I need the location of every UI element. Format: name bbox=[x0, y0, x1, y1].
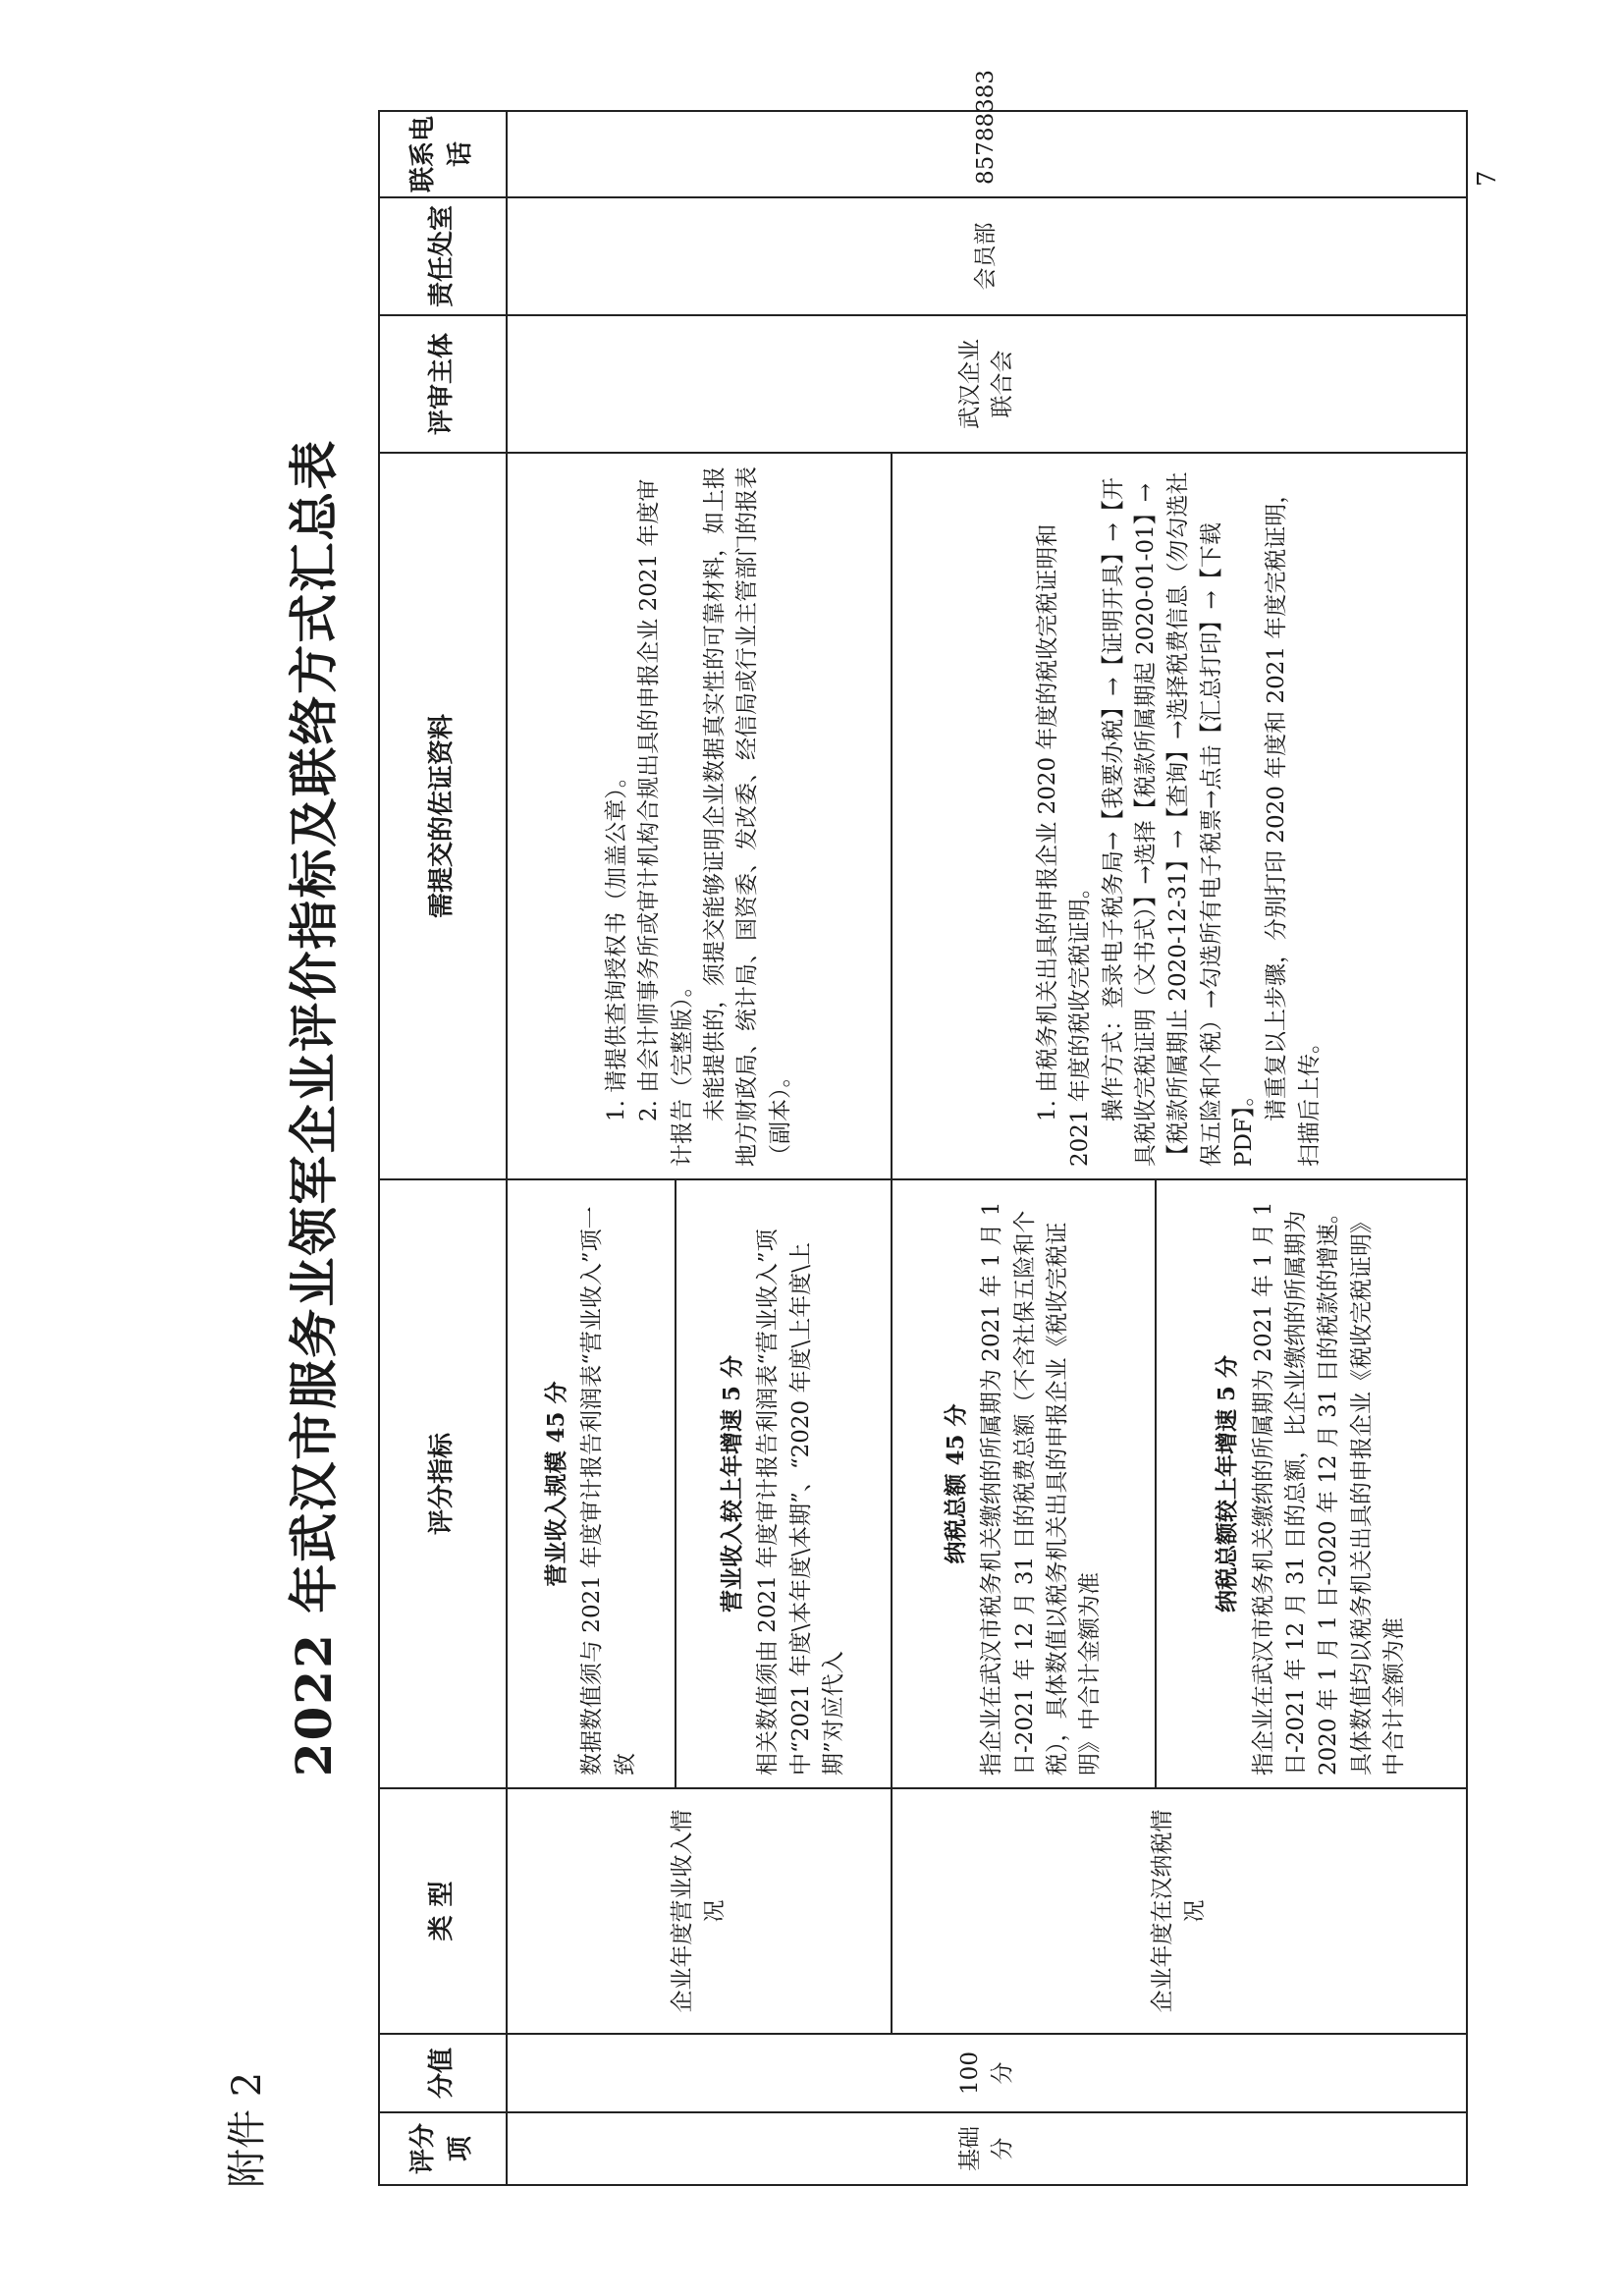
indicator-cell bbox=[892, 1179, 1156, 1788]
department-cell: 会员部 bbox=[507, 197, 1467, 315]
indicator-title: 纳税总额 45 分 bbox=[942, 1403, 969, 1564]
header-type: 类 型 bbox=[379, 1788, 507, 2034]
header-reviewer: 评审主体 bbox=[379, 315, 507, 453]
material-cell bbox=[892, 453, 1467, 1179]
header-item: 评分项 bbox=[379, 2112, 507, 2185]
type-cell: 企业年度营业收入情况 bbox=[507, 1788, 892, 2034]
indicator-cell bbox=[676, 1179, 892, 1788]
indicator-cell bbox=[1156, 1179, 1467, 1788]
header-department: 责任处室 bbox=[379, 197, 507, 315]
indicator-title: 纳税总额较上年增速 5 分 bbox=[1214, 1354, 1241, 1613]
table-row bbox=[507, 111, 676, 2185]
material-cell bbox=[507, 453, 892, 1179]
table-header-row bbox=[379, 111, 507, 2185]
material-line: 1. 请提供查询授权书（加盖公章）。 bbox=[603, 765, 629, 1121]
header-indicator: 评分指标 bbox=[379, 1179, 507, 1788]
item-cell: 基础分 bbox=[507, 2112, 1467, 2185]
material-line: 请重复以上步骤，分别打印 2020 年度和 2021 年度完税证明，扫描后上传。 bbox=[1264, 480, 1323, 1167]
indicator-title: 营业收入规模 45 分 bbox=[542, 1381, 569, 1587]
attachment-label: 附件 2 bbox=[225, 2071, 270, 2188]
indicator-body: 指企业在武汉市税务机关缴纳的所属期为 2021 年 1 月 1 日-2021 年 12 月 31 日的总额，比企业缴纳的所属期为 2020 年 1 月 1 日-2020 年 12 月 31 日的税款的增速。具体数值均以税务机关出具的申报企业《税收完税证明》中合计金额为准 bbox=[1250, 1201, 1408, 1776]
header-material: 需提交的佐证资料 bbox=[379, 453, 507, 1179]
indicator-cell bbox=[507, 1179, 676, 1788]
header-score: 分值 bbox=[379, 2034, 507, 2112]
phone-cell: 85788383 bbox=[507, 111, 1467, 197]
indicator-body: 数据数值须与 2021 年度审计报告利润表“营业收入”项一致 bbox=[579, 1206, 638, 1776]
type-cell: 企业年度在汉纳税情况 bbox=[892, 1788, 1467, 2034]
indicator-body: 相关数值须由 2021 年度审计报告利润表“营业收入”项中“2021 年度\本年度\本期”、“2020 年度\上年度\上期”对应代入 bbox=[755, 1229, 847, 1776]
evaluation-table bbox=[378, 69, 1468, 2186]
material-line: 2. 由会计师事务所或审计机构合规出具的申报企业 2021 年度审计报告（完整版）。 bbox=[636, 478, 695, 1167]
page-number: 7 bbox=[1473, 170, 1502, 187]
page-title: 2022 年武汉市服务业领军企业评价指标及联络方式汇总表 bbox=[285, 438, 343, 1777]
material-line: 未能提供的，须提交能够证明企业数据真实性的可靠材料，如上报地方财政局、统计局、国资委、发改委、经信局或行业主管部门的报表（副本）。 bbox=[701, 466, 793, 1167]
material-line: 操作方式：登录电子税务局→【我要办税】→【证明开具】→【开具税收完税证明（文书式）】→选择【税款所属期起 2020-01-01】→【税款所属期止 2020-12-31】→【查询】→选择税费信息（勿勾选社保五险和个税）→勾选所有电子税票→点击【汇总打印】→【下载 PDF】。 bbox=[1100, 471, 1257, 1167]
material-line: 1. 由税务机关出具的申报企业 2020 年度的税收完税证明和 2021 年度的税收完税证明。 bbox=[1034, 523, 1094, 1167]
score-cell: 100 分 bbox=[507, 2034, 1467, 2112]
reviewer-cell: 武汉企业联合会 bbox=[507, 315, 1467, 453]
indicator-title: 营业收入较上年增速 5 分 bbox=[719, 1354, 746, 1613]
indicator-body: 指企业在武汉市税务机关缴纳的所属期为 2021 年 1 月 1 日-2021 年 12 月 31 日的税费总额（不含社保五险和个税），具体数值以税务机关出具的申报企业《税收完税证明》中合计金额为准 bbox=[979, 1201, 1104, 1776]
header-phone: 联系电话 bbox=[379, 111, 507, 197]
